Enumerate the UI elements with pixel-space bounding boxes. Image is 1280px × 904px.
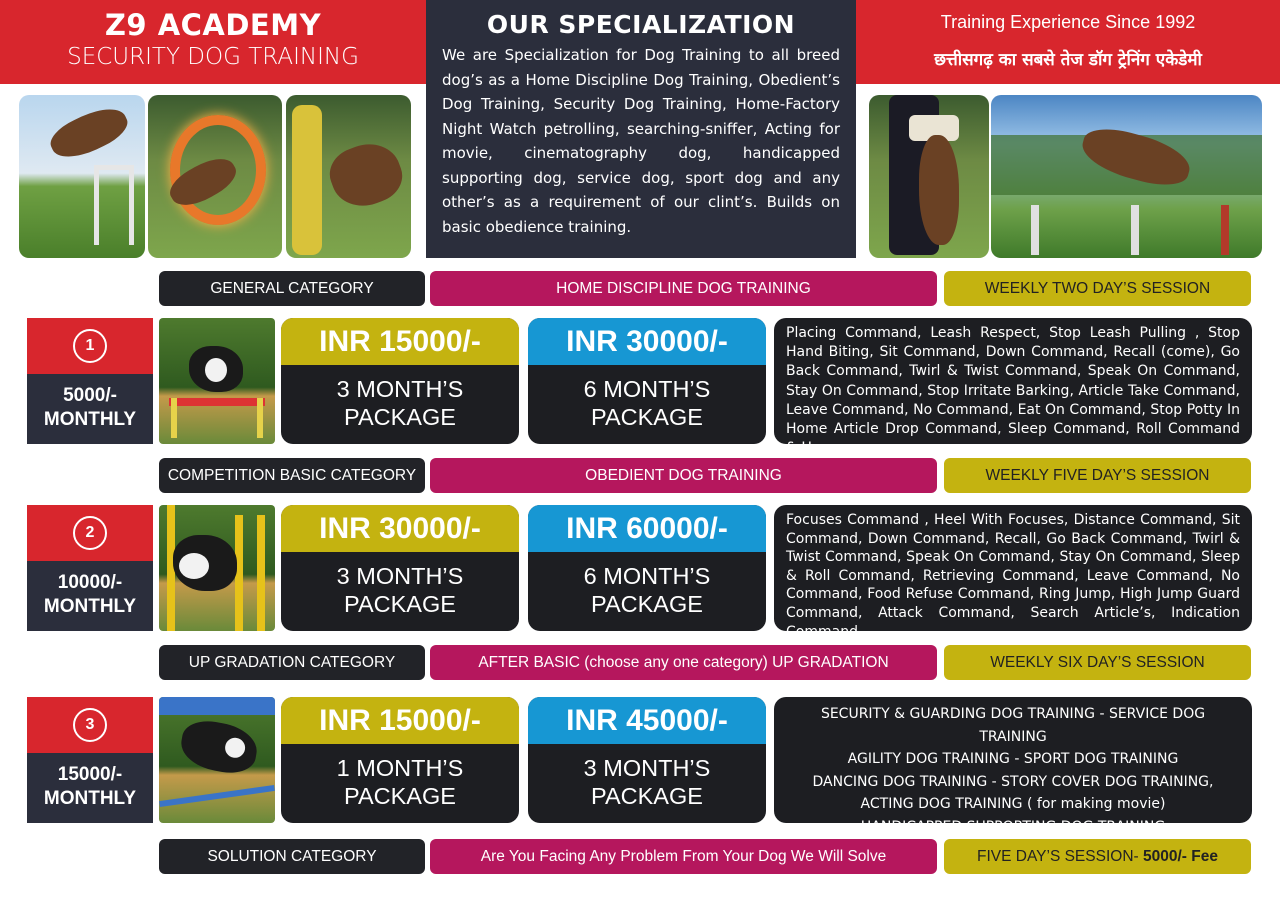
solution-session-label: FIVE DAY’S SESSION-	[977, 847, 1139, 865]
package-number-block	[27, 505, 153, 631]
training-label: HOME DISCIPLINE DOG TRAINING	[430, 271, 937, 306]
solution-category-label: SOLUTION CATEGORY	[159, 839, 425, 874]
training-details: Placing Command, Leash Respect, Stop Leash Pulling , Stop Hand Biting, Sit Command, Down Command, Recall (come), Go Back Command, Twirl & Twist Command, Speak On Command, Stay On Command, Stop Irritate Barking, Article Take Command, Leave Command, No Command, Eat On Command, Stop Potty In Home Article Drop Command, Sleep Command, Roll Command & Hoop	[774, 318, 1252, 444]
monthly-amount: 15000/-	[57, 764, 123, 785]
monthly-label: MONTHLY	[43, 409, 137, 430]
category-label: UP GRADATION CATEGORY	[159, 645, 425, 680]
price-value: INR 15000/-	[281, 318, 519, 365]
dog-jump-photo	[159, 318, 275, 444]
dog-bar-jump-photo	[159, 697, 275, 823]
price-value: INR 60000/-	[528, 505, 766, 552]
price-card	[528, 318, 766, 444]
detail-line: ACTING DOG TRAINING ( for making movie)	[860, 796, 1166, 813]
academy-subtitle: SECURITY DOG TRAINING	[67, 44, 359, 70]
package-number-block	[27, 697, 153, 823]
dog-hurdle-photo	[19, 95, 145, 258]
detail-line: AGILITY DOG TRAINING - SPORT DOG TRAINING	[847, 751, 1179, 768]
specialization-text: We are Specialization for Dog Training to all breed dog’s as a Home Discipline Dog Training, Obedient’s Dog Training, Security Dog Training, Home-Factory Night Watch petrolling, searching-sniffer, Acting for movie, cinematography dog, handicapped supporting dog, service dog, sport dog and any other’s as a requirement of our clint’s. Builds on basic obedience training.	[442, 46, 840, 236]
solution-fee: 5000/- Fee	[1142, 847, 1218, 865]
specialization-panel	[426, 0, 856, 258]
dog-agility-poles-photo	[991, 95, 1262, 258]
academy-header	[0, 0, 426, 84]
hindi-tagline: छत्तीसगढ़ का सबसे तेज डॉग ट्रेनिंग एकेडेमी	[934, 50, 1202, 70]
price-value: INR 30000/-	[528, 318, 766, 365]
price-value: INR 30000/-	[281, 505, 519, 552]
dog-fire-hoop-photo	[148, 95, 282, 258]
experience-header	[856, 0, 1280, 84]
price-card	[528, 505, 766, 631]
package-duration: 6 MONTH’S	[583, 376, 711, 402]
package-label: PACKAGE	[344, 591, 456, 617]
package-number: 1	[73, 329, 107, 363]
package-label: PACKAGE	[591, 783, 703, 809]
package-duration: 3 MONTH’S	[583, 755, 711, 781]
upgradation-details	[774, 697, 1252, 835]
price-card	[281, 318, 519, 444]
package-number: 2	[73, 516, 107, 550]
package-label: PACKAGE	[591, 404, 703, 430]
price-card	[281, 505, 519, 631]
package-number-block	[27, 318, 153, 444]
solution-text: Are You Facing Any Problem From Your Dog We Will Solve	[430, 839, 937, 874]
package-label: PACKAGE	[344, 404, 456, 430]
package-label: PACKAGE	[591, 591, 703, 617]
training-label: OBEDIENT DOG TRAINING	[430, 458, 937, 493]
detail-line: DANCING DOG TRAINING - STORY COVER DOG TRAINING,	[812, 773, 1214, 790]
session-label: WEEKLY SIX DAY’S SESSION	[944, 645, 1251, 680]
monthly-label: MONTHLY	[43, 596, 137, 617]
package-duration: 3 MONTH’S	[336, 376, 464, 402]
package-label: PACKAGE	[344, 783, 456, 809]
category-label: COMPETITION BASIC CATEGORY	[159, 458, 425, 493]
package-number: 3	[73, 708, 107, 742]
package-duration: 6 MONTH’S	[583, 563, 711, 589]
price-value: INR 15000/-	[281, 697, 519, 744]
dog-weave-photo	[159, 505, 275, 631]
detail-line: SECURITY & GUARDING DOG TRAINING - SERVICE DOG TRAINING	[820, 706, 1206, 745]
monthly-amount: 5000/-	[63, 385, 117, 406]
experience-text: Training Experience Since 1992	[940, 12, 1196, 32]
dog-bite-training-photo	[286, 95, 411, 258]
academy-title: Z9 ACADEMY	[104, 8, 322, 42]
package-duration: 1 MONTH’S	[336, 755, 464, 781]
solution-session	[944, 839, 1251, 874]
price-value: INR 45000/-	[528, 697, 766, 744]
training-label: AFTER BASIC (choose any one category) UP GRADATION	[430, 645, 937, 680]
dog-handler-photo	[869, 95, 989, 258]
price-card	[281, 697, 519, 823]
price-card	[528, 697, 766, 823]
session-label: WEEKLY FIVE DAY’S SESSION	[944, 458, 1251, 493]
specialization-heading: OUR SPECIALIZATION	[486, 10, 796, 39]
training-details: Focuses Command , Heel With Focuses, Distance Command, Sit Command, Down Command, Recall, Go Back Command, Twirl & Twist Command, Speak On Command, Stay On Command, Sleep & Roll Command, Retrieving Command, Leave Command, No Command, Food Refuse Command, Ring Jump, High Jump Guard Command, Attack Command, Search Article’s, Indication Command	[774, 505, 1252, 631]
monthly-amount: 10000/-	[57, 572, 123, 593]
session-label: WEEKLY TWO DAY’S SESSION	[944, 271, 1251, 306]
detail-line: HANDICAPPED SUPPORTING DOG TRAINING	[860, 818, 1166, 835]
category-label: GENERAL CATEGORY	[159, 271, 425, 306]
package-duration: 3 MONTH’S	[336, 563, 464, 589]
monthly-label: MONTHLY	[43, 788, 137, 809]
